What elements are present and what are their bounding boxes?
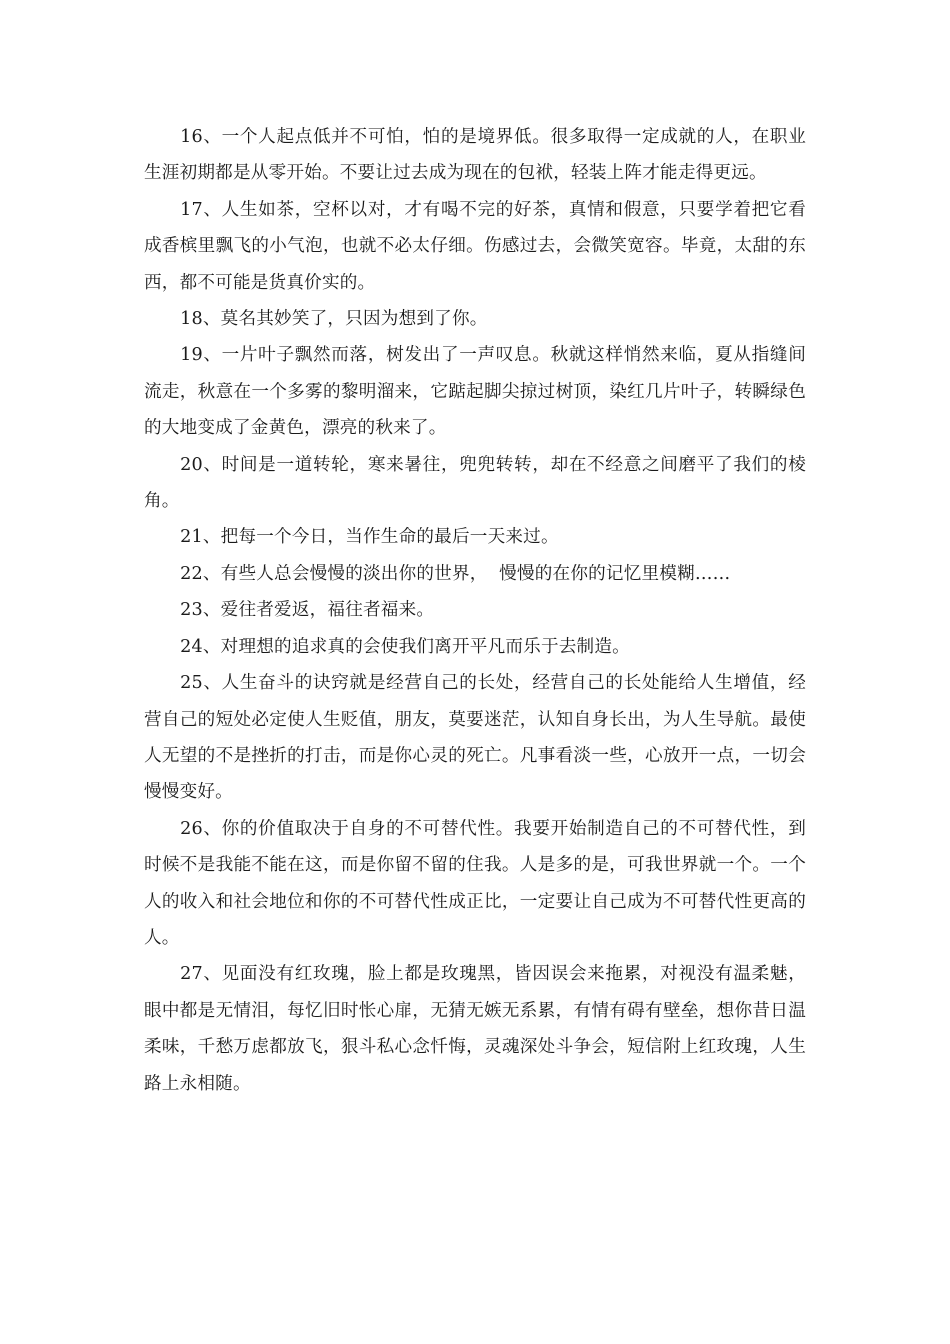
paragraph-19: 19、一片叶子飘然而落，树发出了一声叹息。秋就这样悄然来临，夏从指缝间流走，秋意在一个多雾的黎明溜来，它踮起脚尖掠过树顶，染红几片叶子，转瞬绿色的大地变成了金黄色，漂亮的秋来了。: [144, 345, 806, 439]
paragraph-27: 27、见面没有红玫瑰，脸上都是玫瑰黑，皆因误会来拖累，对视没有温柔魅，眼中都是无情泪，每忆旧时怅心扉，无猜无嫉无系累，有情有碍有壁垒，想你昔日温柔味，千愁万虑都放飞，狠斗私心念忏悔，灵魂深处斗争会，短信附上红玫瑰，人生路上永相随。: [144, 964, 806, 1094]
paragraph-16: 16、一个人起点低并不可怕，怕的是境界低。很多取得一定成就的人，在职业生涯初期都是从零开始。不要让过去成为现在的包袱，轻装上阵才能走得更远。: [144, 127, 806, 184]
paragraph-24: 24、对理想的追求真的会使我们离开平凡而乐于去制造。: [180, 636, 630, 657]
paragraph-25: 25、人生奋斗的诀窍就是经营自己的长处，经营自己的长处能给人生增值，经营自己的短处必定使人生贬值，朋友，莫要迷茫，认知自身长出，为人生导航。最使人无望的不是挫折的打击，而是你心灵的死亡。凡事看淡一些，心放开一点，一切会慢慢变好。: [144, 673, 806, 803]
paragraph-17: 17、人生如茶，空杯以对，才有喝不完的好茶，真情和假意，只要学着把它看成香槟里飘飞的小气泡，也就不必太仔细。伤感过去，会微笑宽容。毕竟，太甜的东西，都不可能是货真价实的。: [144, 199, 806, 293]
paragraph-18: 18、莫名其妙笑了，只因为想到了你。: [180, 309, 488, 330]
paragraph-21: 21、把每一个今日，当作生命的最后一天来过。: [180, 527, 559, 548]
paragraph-26: 26、你的价值取决于自身的不可替代性。我要开始制造自己的不可替代性，到时候不是我能不能在这，而是你留不留的住我。人是多的是，可我世界就一个。一个人的收入和社会地位和你的不可替代性成正比，一定要让自己成为不可替代性更高的人。: [144, 818, 806, 948]
paragraph-20: 20、时间是一道转轮，寒来暑往，兜兜转转，却在不经意之间磨平了我们的棱角。: [144, 454, 806, 512]
paragraph-23: 23、爱往者爱返，福往者福来。: [180, 600, 435, 621]
paragraph-22: 22、有些人总会慢慢的淡出你的世界， 慢慢的在你的记忆里模糊……: [180, 563, 731, 584]
document-body: [144, 119, 806, 1102]
